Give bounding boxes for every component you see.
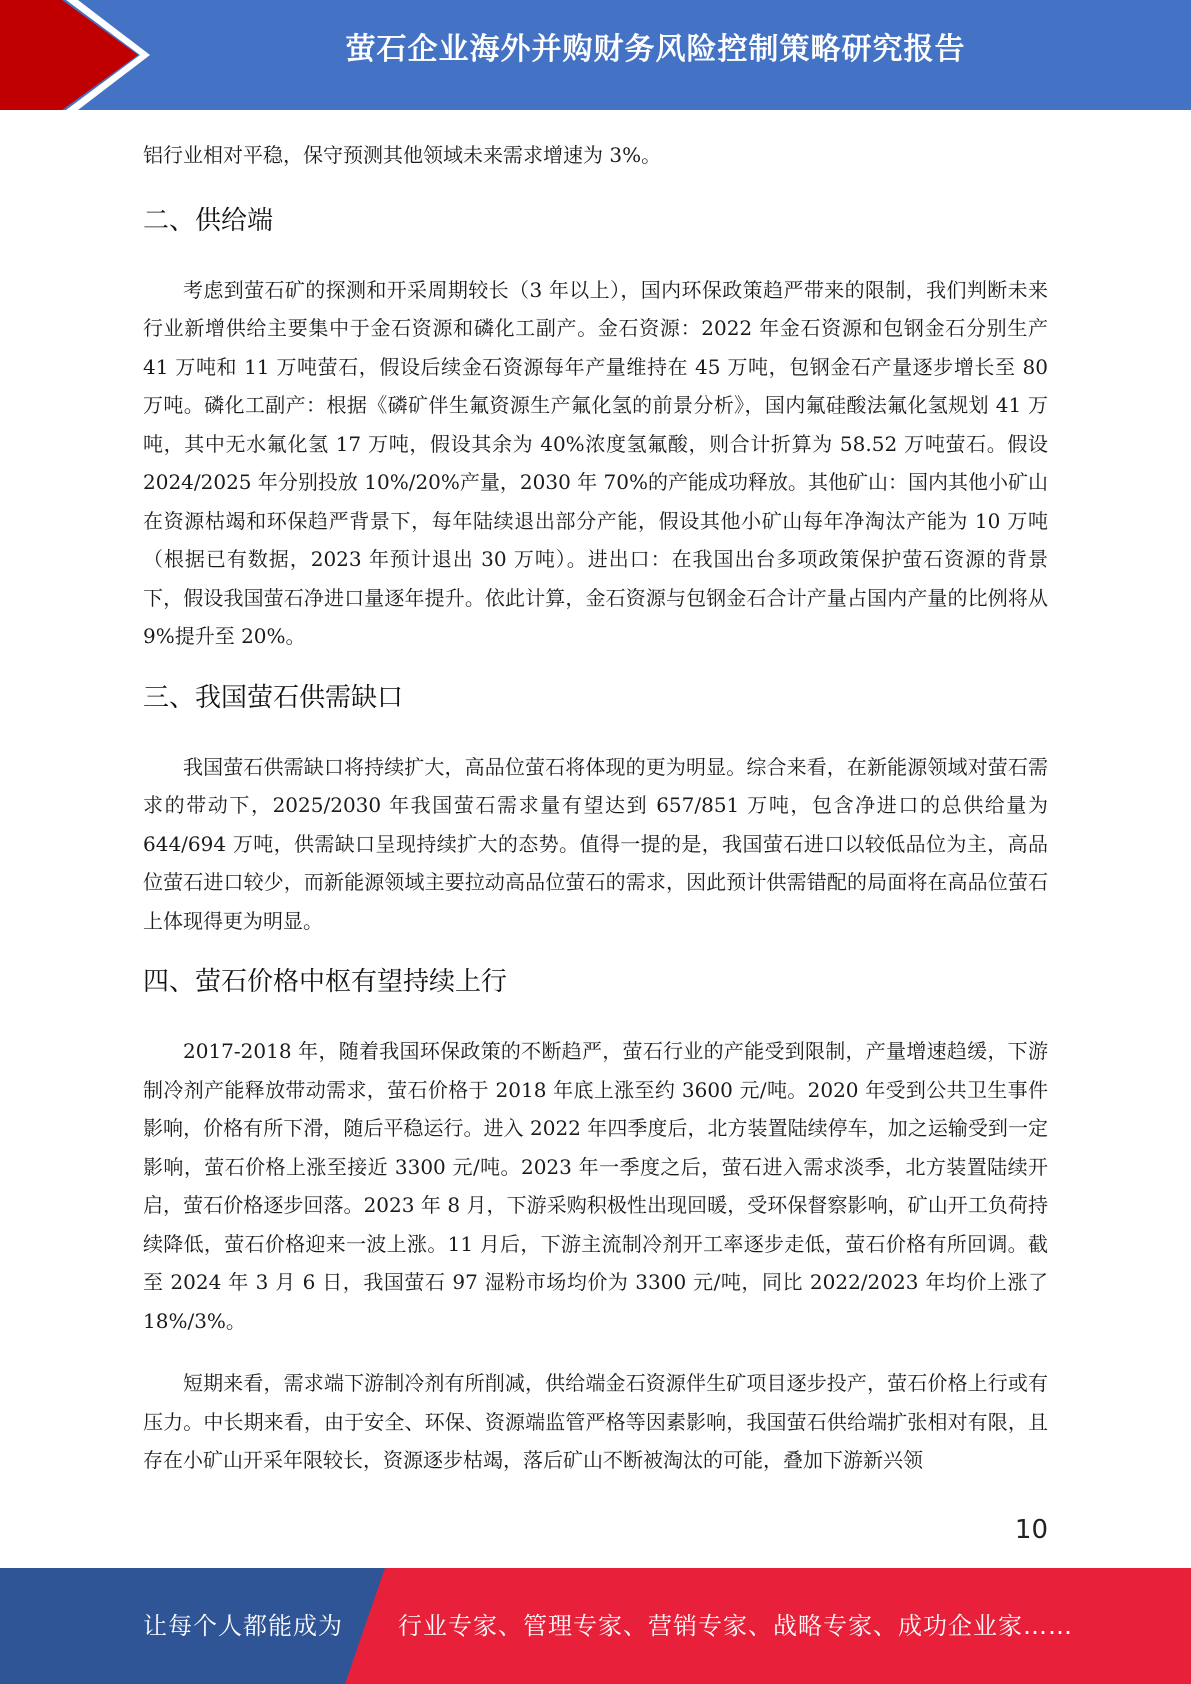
gap-paragraph: 我国萤石供需缺口将持续扩大，高品位萤石将体现的更为明显。综合来看，在新能源领域对萤石需求的带动下，2025/2030 年我国萤石需求量有望达到 657/851 万吨，包含净进口的总供给量为 644/694 万吨，供需缺口呈现持续扩大的态势。值得一提的是，我国萤石进口以较低品位为主，高品位萤石进口较少，而新能源领域主要拉动高品位萤石的需求，因此预计供需错配的局面将在高品位萤石上体现得更为明显。 [143,754,1048,933]
price-paragraph-2: 短期来看，需求端下游制冷剂有所削减，供给端金石资源伴生矿项目逐步投产，萤石价格上行或有压力。中长期来看，由于安全、环保、资源端监管严格等因素影响，我国萤石供给端扩张相对有限，且存在小矿山开采年限较长，资源逐步枯竭，落后矿山不断被淘汰的可能，叠加下游新兴领 [143,1371,1048,1472]
report-title: 萤石企业海外并购财务风险控制策略研究报告 [345,32,966,67]
page-content [143,130,1048,1480]
section-heading-price: 四、萤石价格中枢有望持续上行 [143,967,508,997]
page-footer [0,1568,1191,1684]
supply-paragraph: 考虑到萤石矿的探测和开采周期较长（3 年以上），国内环保政策趋严带来的限制，我们判断未来行业新增供给主要集中于金石资源和磷化工副产。金石资源：2022 年金石资源和包钢金石分别生产 41 万吨和 11 万吨萤石，假设后续金石资源每年产量维持在 45 万吨，包钢金石产量逐步增长至 80 万吨。磷化工副产：根据《磷矿伴生氟资源生产氟化氢的前景分析》，国内氟硅酸法氟化氢规划 41 万吨，其中无水氟化氢 17 万吨，假设其余为 40%浓度氢氟酸，则合计折算为 58.52 万吨萤石。假设 2024/2025 年分别投放 10%/20%产量，2030 年 70%的产能成功释放。其他矿山：国内其他小矿山在资源枯竭和环保趋严背景下，每年陆续退出部分产能，假设其他小矿山每年净淘汰产能为 10 万吨（根据已有数据，2023 年预计退出 30 万吨）。进出口：在我国出台多项政策保护萤石资源的背景下，假设我国萤石净进口量逐年提升。依此计算，金石资源与包钢金石合计产量占国内产量的比例将从 9%提升至 20%。 [143,277,1048,648]
price-paragraph-1: 2017-2018 年，随着我国环保政策的不断趋严，萤石行业的产能受到限制，产量增速趋缓，下游制冷剂产能释放带动需求，萤石价格于 2018 年底上涨至约 3600 元/吨。2020 年受到公共卫生事件影响，价格有所下滑，随后平稳运行。进入 2022 年四季度后，北方装置陆续停车，加之运输受到一定影响，萤石价格上涨至接近 3300 元/吨。2023 年一季度之后，萤石进入需求淡季，北方装置陆续开启，萤石价格逐步回落。2023 年 8 月，下游采购积极性出现回暖，受环保督察影响，矿山开工负荷持续降低，萤石价格迎来一波上涨。11 月后，下游主流制冷剂开工率逐步走低，萤石价格有所回调。截至 2024 年 3 月 6 日，我国萤石 97 湿粉市场均价为 3300 元/吨，同比 2022/2023 年均价上涨了 18%/3%。 [143,1039,1048,1333]
footer-slogan-left: 让每个人都能成为 [143,1612,343,1640]
page-number: 10 [1014,1515,1048,1545]
section-heading-gap: 三、我国萤石供需缺口 [143,682,404,713]
footer-slogan-right: 行业专家、管理专家、营销专家、战略专家、成功企业家…… [398,1612,1073,1640]
page-header [0,0,1191,110]
section-heading-supply: 二、供给端 [143,205,274,236]
intro-paragraph: 铝行业相对平稳，保守预测其他领域未来需求增速为 3%。 [143,143,662,167]
